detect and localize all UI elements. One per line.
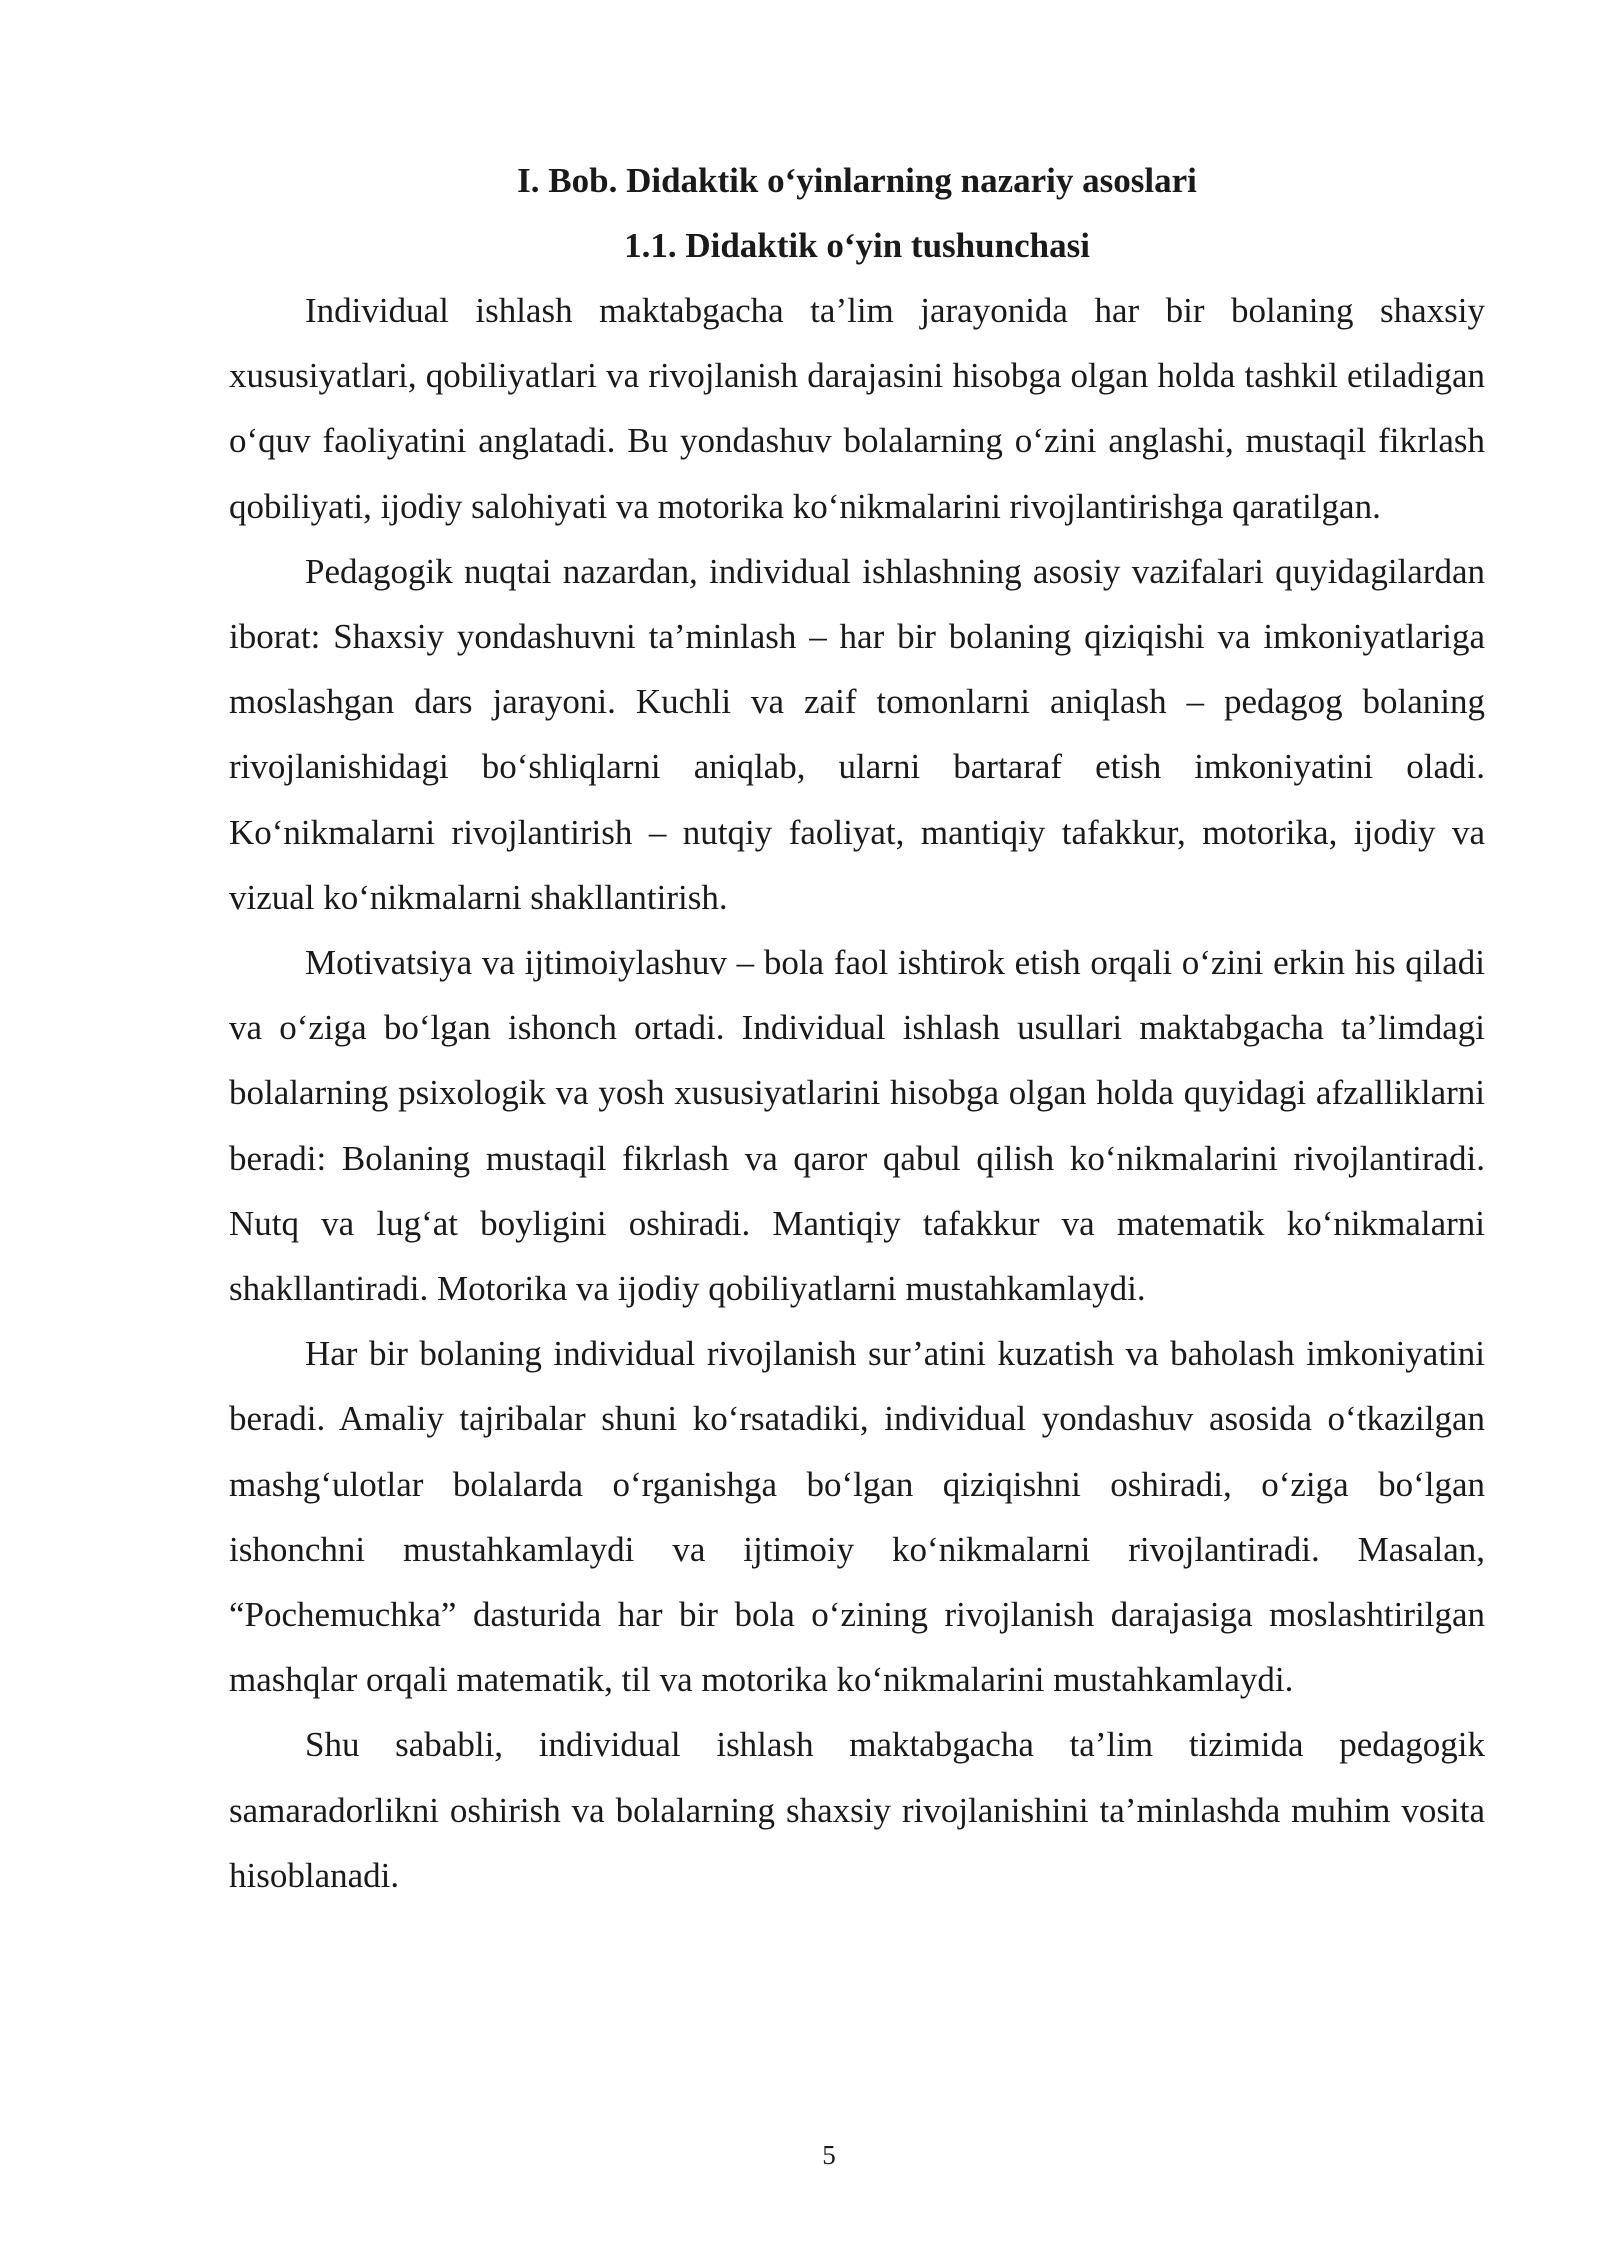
chapter-title: I. Bob. Didaktik o‘yinlarning nazariy asoslari (517, 161, 1197, 200)
paragraph: Shu sababli, individual ishlash maktabgacha ta’lim tizimida pedagogik samaradorlikni oshirish va bolalarning shaxsiy rivojlanishini ta’minlashda muhim vosita hisoblanadi. (229, 1725, 1485, 1895)
paragraph: Individual ishlash maktabgacha ta’lim jarayonida har bir bolaning shaxsiy xususiyatlari, qobiliyatlari va rivojlanish darajasini hisobga olgan holda tashkil etiladigan o‘quv faoliyatini anglatadi. Bu yondashuv bolalarning o‘zini anglashi, mustaqil fikrlash qobiliyati, ijodiy salohiyati va motorika ko‘nikmalarini rivojlantirishga qaratilgan. (229, 291, 1485, 526)
section-title: 1.1. Didaktik o‘yin tushunchasi (624, 226, 1090, 265)
paragraph: Pedagogik nuqtai nazardan, individual ishlashning asosiy vazifalari quyidagilardan iborat: Shaxsiy yondashuvni ta’minlash – har bir bolaning qiziqishi va imkoniyatlariga moslashgan dars jarayoni. Kuchli va zaif tomonlarni aniqlash – pedagog bolaning rivojlanishidagi bo‘shliqlarni aniqlab, ularni bartaraf etish imkoniyatini oladi. Ko‘nikmalarni rivojlantirish – nutqiy faoliyat, mantiqiy tafakkur, motorika, ijodiy va vizual ko‘nikmalarni shakllantirish. (229, 551, 1485, 917)
page-number: 5 (822, 2140, 836, 2170)
paragraph: Motivatsiya va ijtimoiylashuv – bola faol ishtirok etish orqali o‘zini erkin his qiladi va o‘ziga bo‘lgan ishonch ortadi. Individual ishlash usullari maktabgacha ta’limdagi bolalarning psixologik va yosh xususiyatlarini hisobga olgan holda quyidagi afzalliklarni beradi: Bolaning mustaqil fikrlash va qaror qabul qilish ko‘nikmalarini rivojlantiradi. Nutq va lug‘at boyligini oshiradi. Mantiqiy tafakkur va matematik ko‘nikmalarni shakllantiradi. Motorika va ijodiy qobiliyatlarni mustahkamlaydi. (229, 943, 1485, 1309)
paragraph: Har bir bolaning individual rivojlanish sur’atini kuzatish va baholash imkoniyatini beradi. Amaliy tajribalar shuni ko‘rsatadiki, individual yondashuv asosida o‘tkazilgan mashg‘ulotlar bolalarda o‘rganishga bo‘lgan qiziqishni oshiradi, o‘ziga bo‘lgan ishonchni mustahkamlaydi va ijtimoiy ko‘nikmalarni rivojlantiradi. Masalan, “Pochemuchka” dasturida har bir bola o‘zining rivojlanish darajasiga moslashtirilgan mashqlar orqali matematik, til va motorika ko‘nikmalarini mustahkamlaydi. (229, 1334, 1485, 1700)
page-content (229, 148, 1485, 1908)
